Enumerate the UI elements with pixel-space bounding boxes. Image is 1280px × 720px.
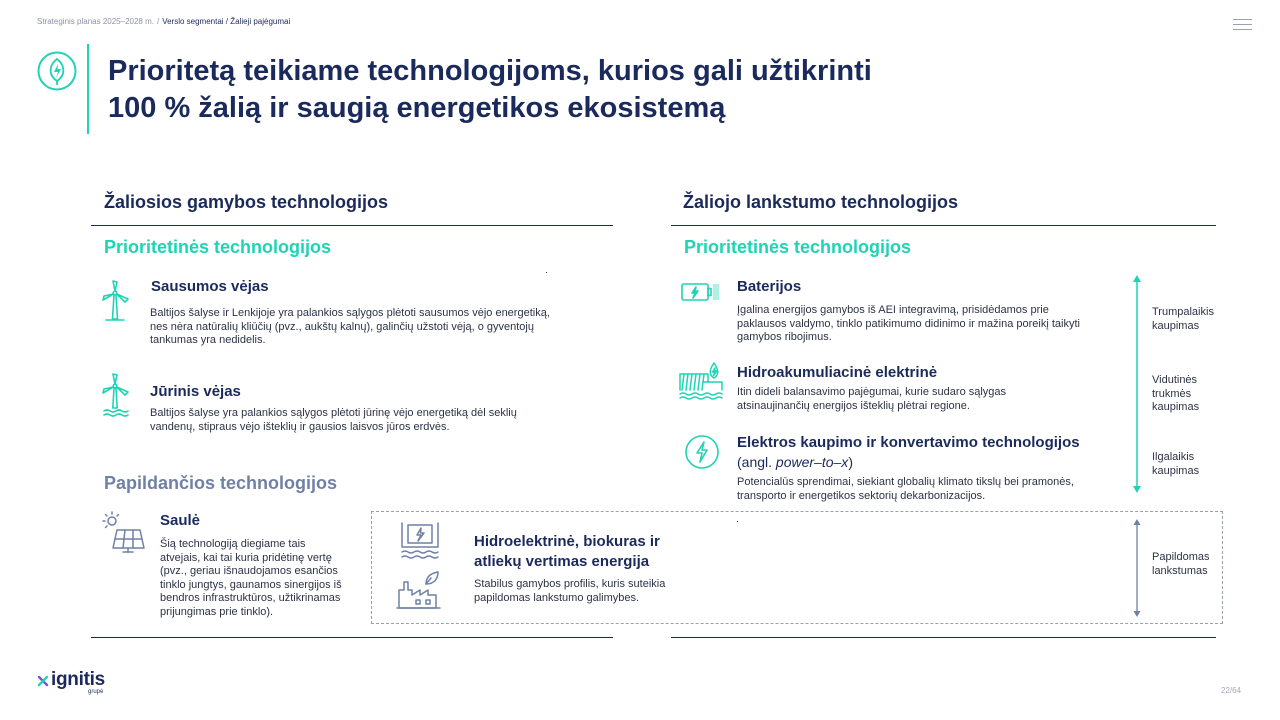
leaf-bolt-icon (37, 51, 77, 91)
right-section-title: Žaliojo lankstumo technologijos (683, 192, 959, 212)
onshore-wind-title: Sausumos vėjas (151, 278, 269, 295)
power-to-x-subtitle: (angl. power–to–x) (737, 454, 853, 470)
onshore-wind-text: Baltijos šalyse ir Lenkijoje yra palankios sąlygos plėtoti sausumos vėjo energetiką, nes nėra natūralių kliūčių (pvz., aukštų kalnų), galinčių užstoti vėją, o gyventojų tankumas yra nedidelis. (150, 307, 550, 346)
breadcrumb-item-current[interactable]: Verslo segmentai / Žalieji pajėgumai (162, 17, 291, 26)
right-priority-heading: Prioritetinės technologijos (684, 237, 912, 257)
page-number: 22/64 (1221, 686, 1242, 695)
stray-dot (546, 272, 547, 273)
offshore-wind-text: Baltijos šalyse yra palankios sąlygos plėtoti jūrinę vėjo energetiką dėl seklių vandenų, stipraus vėjo išteklių ir gausios laisvos jūros erdvės. (150, 407, 517, 433)
biomass-plant-icon (396, 570, 442, 612)
complementary-heading: Papildančios technologijos (104, 473, 338, 493)
logo-subtitle: grupė (88, 689, 104, 695)
breadcrumb-separator: / (156, 17, 160, 26)
right-bottom-rule (671, 637, 1216, 638)
left-bottom-rule (91, 637, 613, 638)
stray-dot (737, 521, 738, 522)
pumped-hydro-text: Itin dideli balansavimo pajėgumai, kurie sudaro sąlygas atsinaujinančių energijos išteklių plėtrai regione. (737, 386, 1007, 412)
left-title-rule (91, 225, 613, 226)
title-accent-rule (87, 44, 89, 134)
solar-panel-icon (100, 510, 146, 554)
lightning-circle-icon (684, 434, 720, 470)
pumped-hydro-title: Hidroakumuliacinė elektrinė (737, 364, 938, 381)
battery-title: Baterijos (737, 278, 802, 295)
page-title (108, 53, 1008, 127)
battery-icon (680, 281, 722, 303)
left-priority-heading: Prioritetinės technologijos (104, 237, 332, 257)
left-section-title: Žaliosios gamybos technologijos (104, 192, 389, 212)
storage-duration-arrow (1130, 274, 1144, 494)
wind-turbine-icon (100, 279, 132, 323)
power-to-x-title: Elektros kaupimo ir konvertavimo technologijos (737, 434, 1080, 451)
flexibility-arrow (1131, 518, 1143, 618)
short-term-storage-label: Trumpalaikis kaupimas (1152, 306, 1214, 332)
offshore-wind-title: Jūrinis vėjas (150, 383, 241, 400)
long-term-storage-label: Ilgalaikis kaupimas (1152, 451, 1200, 477)
solar-title: Saulė (160, 512, 201, 529)
medium-term-storage-label: Vidutinės trukmės kaupimas (1152, 374, 1200, 413)
offshore-wind-turbine-icon (100, 372, 132, 418)
breadcrumb (37, 17, 290, 26)
ignitis-logo-mark-icon (36, 674, 50, 690)
right-title-rule (671, 225, 1216, 226)
solar-text: Šią technologiją diegiame tais atvejais, kai tai kuria pridėtinę vertę (pvz., geriau išnaudojamos esančios tinklo jungtys, gaunamos sinergijos iš bendros infrastruktūros, užtikrinamas prijungimas prie tinklo). (160, 538, 342, 618)
hydro-box-title: Hidroelektrinė, biokuras ir atliekų vertimas energija (474, 533, 660, 570)
additional-flexibility-label: Papildomas lankstumas (1152, 551, 1210, 577)
battery-text: Įgalina energijos gamybos iš AEI integravimą, prisidėdamos prie paklausos valdymo, tinklo patikimumo didinimo ir mažina poreikį taikyti gamybos ribojimus. (737, 304, 1080, 343)
hamburger-menu-icon[interactable] (1233, 19, 1252, 31)
power-to-x-text: Potencialūs sprendimai, siekiant globalių klimato tikslų bei pramonės, transporto ir energetikos sektorių dekarbonizacijos. (737, 476, 1074, 502)
page-title-line2: 100 % žalią ir saugią energetikos ekosistemą (108, 92, 726, 124)
page-title-line1: Prioritetą teikiame technologijoms, kurios gali užtikrinti (108, 55, 872, 87)
hydro-dam-icon (398, 521, 442, 561)
pumped-hydro-icon (678, 360, 726, 400)
hydro-box-text: Stabilus gamybos profilis, kuris suteikia papildomas lankstumo galimybes. (474, 578, 666, 604)
logo-wordmark: ignitis (51, 669, 105, 690)
breadcrumb-item-plan[interactable]: Strateginis planas 2025–2028 m. (37, 17, 154, 26)
